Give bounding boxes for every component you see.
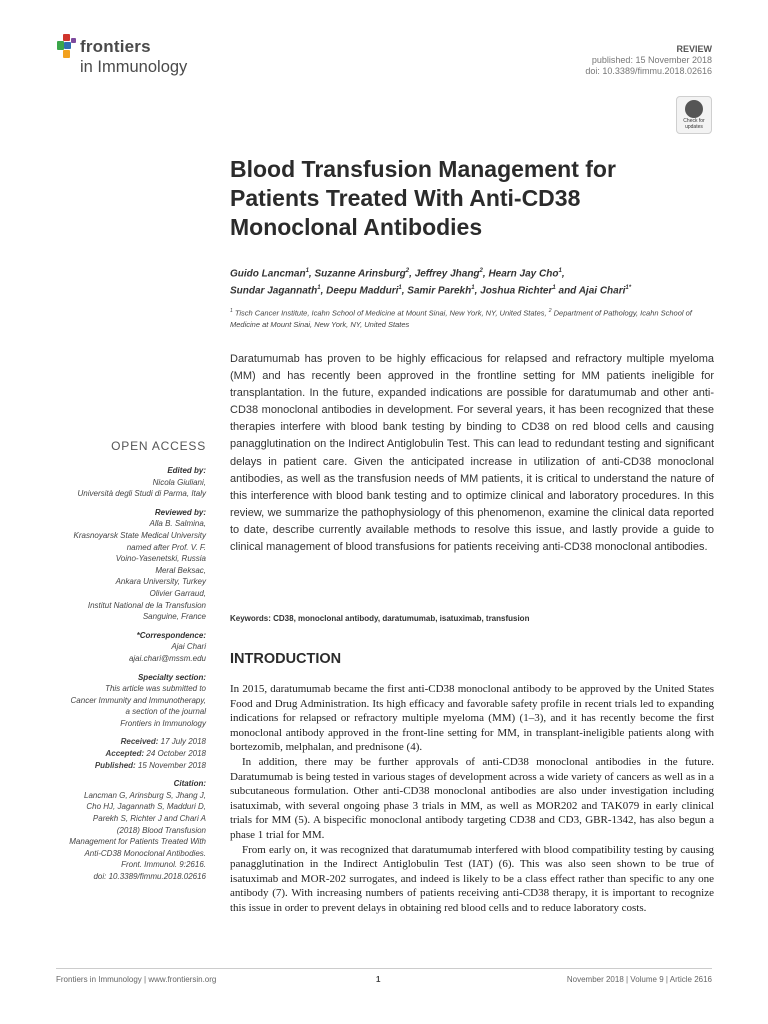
author-separator: and <box>555 285 579 297</box>
edited-by-list <box>30 477 206 500</box>
author-affiliation-mark: 1 <box>317 285 321 292</box>
author-name[interactable]: Joshua Richter <box>480 285 553 297</box>
author-separator: , <box>474 285 481 297</box>
sidebar-line: Alla B. Salmina, <box>149 519 206 529</box>
affiliations <box>230 306 720 330</box>
sidebar-line: Krasnoyarsk State Medical University <box>73 530 206 540</box>
article-info-sidebar <box>30 465 206 883</box>
author-separator: , <box>401 285 408 297</box>
author-name[interactable]: Samir Parekh <box>407 285 472 297</box>
sidebar-line: Ankara University, Turkey <box>115 577 206 587</box>
accepted-label: Accepted: <box>105 749 145 759</box>
introduction-body <box>230 682 714 916</box>
sidebar-line: Olivier Garraud, <box>149 588 206 598</box>
section-heading-introduction: INTRODUCTION <box>230 651 342 667</box>
author-affiliation-mark: 2 <box>405 268 410 274</box>
frontiers-logo-icon <box>56 33 80 59</box>
page-number: 1 <box>376 975 381 984</box>
sidebar-line: Parekh S, Richter J and Chari A <box>92 814 206 824</box>
author-affiliation-mark: 1 <box>398 285 402 292</box>
specialty-heading: Specialty section: <box>137 672 206 682</box>
author-list <box>230 264 720 299</box>
author-separator: , <box>482 268 489 280</box>
accepted-date <box>30 748 206 760</box>
correspondence-heading: *Correspondence: <box>136 630 206 640</box>
sidebar-line: Cho HJ, Jagannath S, Madduri D, <box>86 802 206 812</box>
author-affiliation-mark: 1 <box>558 268 562 274</box>
sidebar-line: Sanguine, France <box>142 612 206 622</box>
author-name[interactable]: Hearn Jay Cho <box>488 268 559 280</box>
check-updates-label: Check for updates <box>683 118 705 130</box>
journal-logo[interactable] <box>56 33 236 79</box>
sidebar-line: named after Prof. V. F. <box>126 542 206 552</box>
abstract: Daratumumab has proven to be highly efficacious for relapsed and refractory multiple myeloma (MM) and has recently been approved in the frontline setting for MM patients ineligible for transplantation. In the future, expanded indications are possible for daratumumab and other anti-CD38 monoclonal antibodies in development. For several years, it has been recognized that these therapies interfere with blood bank testing by binding to CD38 on red blood cells and causing panagglutination on the Indirect Antiglobulin Test. This can lead to redundant testing and significant delays in patient care. Given the anticipated increase in utilization of anti-CD38 monoclonal antibodies, as well as the transfusion needs of MM patients, it is critical to understand the nature of this interference with blood bank testing and to optimize clinical and laboratory procedures. In this review, we summarize the pathophysiology of this phenomenon, examine the clinical data reported to date, describe currently available methods to resolve this issue, and lastly provide a guide to clinical management of blood transfusions for patients receiving anti-CD38 monoclonal antibodies. <box>230 353 714 554</box>
published-label: Published: <box>94 760 136 770</box>
keywords: Keywords: CD38, monoclonal antibody, daratumumab, isatuximab, transfusion <box>230 614 530 623</box>
published-value: 15 November 2018 <box>137 760 206 770</box>
affil-2: Department of Pathology, Icahn School of Medicine at Mount Sinai, New York, NY, United States <box>230 308 692 329</box>
check-updates-icon <box>685 100 703 118</box>
intro-paragraph: In addition, there may be further approvals of anti-CD38 monoclonal antibodies in the future. Daratumumab is being tested in various stages of development across a wide variety of cancers as well as in a subcutaneous formulation. Other anti-CD38 monoclonal antibodies are also under investigation including isatuximab, with several ongoing phase 3 trials in MM, as well as MOR202 and TAK079 in early clinical trials for MM (5). A bispecific monoclonal antibody targeting CD38 and CD3, GBR-1342, has also begun a phase 1 trial for MM. <box>230 755 714 841</box>
accepted-value: 24 October 2018 <box>146 749 206 759</box>
reviewed-by-list <box>30 518 206 622</box>
edited-by-heading: Edited by: <box>167 466 206 475</box>
citation-list <box>30 790 206 883</box>
doi-link[interactable]: doi: 10.3389/fimmu.2018.02616 <box>585 66 712 76</box>
open-access-label: OPEN ACCESS <box>111 439 206 453</box>
sidebar-line: Ajai Chari <box>171 642 206 652</box>
sidebar-line: Voino-Yasenetski, Russia <box>115 554 206 564</box>
check-for-updates-button[interactable] <box>676 96 712 134</box>
correspondence-list[interactable] <box>30 641 206 664</box>
affil-1-num: 1 <box>230 308 233 314</box>
author-affiliation-mark: 1* <box>625 285 632 292</box>
sidebar-line: Management for Patients Treated With <box>69 837 206 847</box>
affil-2-num: 2 <box>548 308 552 314</box>
sidebar-line: doi: 10.3389/fimmu.2018.02616 <box>93 872 206 881</box>
dates <box>30 736 206 771</box>
sidebar-line: a section of the journal <box>125 707 206 717</box>
sidebar-line: Meral Beksac, <box>155 565 206 575</box>
sidebar-line: Nicola Giuliani, <box>152 477 206 487</box>
sidebar-line: (2018) Blood Transfusion <box>116 825 206 835</box>
author-affiliation-mark: 2 <box>479 268 483 274</box>
reviewed-by-heading: Reviewed by: <box>154 507 206 517</box>
sidebar-line: Lancman G, Arinsburg S, Jhang J, <box>84 790 206 800</box>
published-date: published: 15 November 2018 <box>591 55 712 65</box>
author-name[interactable]: Guido Lancman <box>230 268 306 280</box>
logo-text-journal: in Immunology <box>80 58 188 76</box>
sidebar-line: Cancer Immunity and Immunotherapy, <box>70 695 206 705</box>
received-date <box>30 736 206 748</box>
specialty-list <box>30 683 206 729</box>
author-affiliation-mark: 1 <box>471 285 475 292</box>
published-date-side <box>30 760 206 772</box>
author-name[interactable]: Ajai Chari <box>578 285 626 297</box>
sidebar-line: ajai.chari@mssm.edu <box>128 653 206 663</box>
sidebar-line: Frontiers in Immunology <box>120 718 206 728</box>
sidebar-line: Università degli Studi di Parma, Italy <box>77 489 206 499</box>
received-value: 17 July 2018 <box>160 737 206 747</box>
author-name[interactable]: Jeffrey Jhang <box>414 268 480 280</box>
author-affiliation-mark: 1 <box>552 285 556 292</box>
author-affiliation-mark: 1 <box>305 268 309 274</box>
footer-divider <box>56 968 712 969</box>
author-separator: , <box>561 268 565 280</box>
sidebar-line: Institut National de la Transfusion <box>87 600 206 610</box>
intro-paragraph: In 2015, daratumumab became the first anti-CD38 monoclonal antibody to be approved by the United States Food and Drug Administration. Its high efficacy and favorable safety profile in recent trials led to expanding indications for relapsed or refractory multiple myeloma (MM) (1–3), and it has recently become the first monoclonal antibody approved in the front-line setting for MM, in transplant-ineligible patients along with bortezomib, melphalan, and prednisone (4). <box>230 683 714 754</box>
received-label: Received: <box>120 737 159 747</box>
author-separator: , <box>308 268 315 280</box>
sidebar-line: This article was submitted to <box>105 684 206 694</box>
citation-heading: Citation: <box>173 779 206 789</box>
author-separator: , <box>409 268 415 280</box>
author-separator: , <box>320 285 327 297</box>
author-name[interactable]: Suzanne Arinsburg <box>314 268 406 280</box>
author-name[interactable]: Sundar Jagannath <box>230 285 318 297</box>
article-meta <box>585 44 712 77</box>
sidebar-line: Front. Immunol. 9:2616. <box>121 860 206 870</box>
footer-journal-link[interactable]: Frontiers in Immunology | www.frontiersin.org <box>56 975 217 984</box>
author-name[interactable]: Deepu Madduri <box>326 285 399 297</box>
intro-paragraph: From early on, it was recognized that daratumumab interfered with blood compatibility testing by causing panagglutination in the Indirect Antiglobulin Test (IAT) (6). This was also seen shown to be true of isatuximab and MOR-202 surrogates, and indeed is likely to be a class effect rather than specific to any one antibody (7). With increasing numbers of patients receiving anti-CD38 therapy, it is important to recognize this issue in order to prevent delays in obtaining red blood cells and to reduce laboratory costs. <box>230 843 714 914</box>
affil-1: Tisch Cancer Institute, Icahn School of Medicine at Mount Sinai, New York, NY, United States, <box>234 308 547 318</box>
footer-issue-info: November 2018 | Volume 9 | Article 2616 <box>566 975 712 984</box>
logo-text-frontiers: frontiers <box>80 37 151 56</box>
sidebar-line: Anti-CD38 Monoclonal Antibodies. <box>84 848 206 858</box>
article-title: Blood Transfusion Management for Patients Treated With Anti-CD38 Monoclonal Antibodies <box>230 156 616 240</box>
article-type: REVIEW <box>676 44 712 54</box>
